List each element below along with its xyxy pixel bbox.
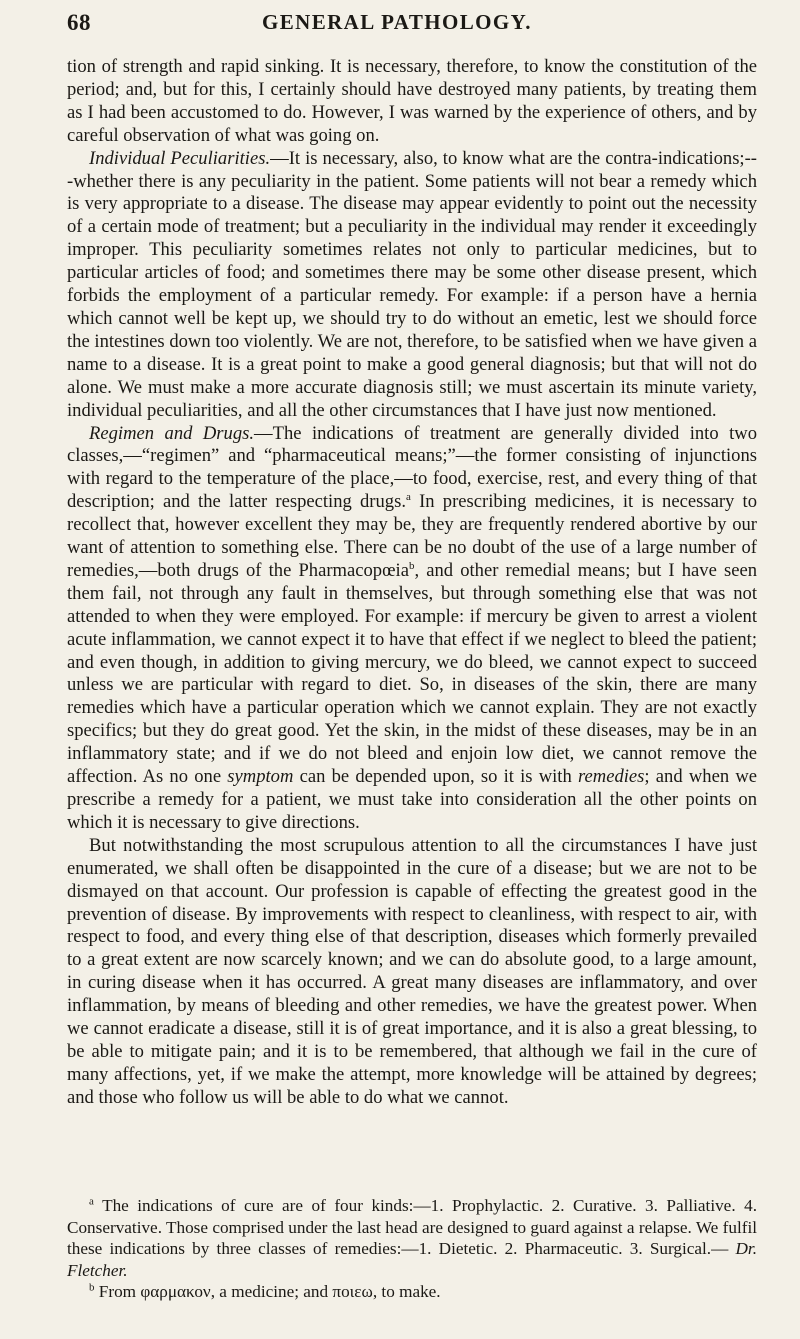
emphasis-remedies: remedies: [577, 766, 645, 788]
footnote-text: The indications of cure are of four kinds:—1. Prophylactic. 2. Curative. 3. Palliative. 4. Conservative. Those comprised under the last head are designed to guard against a relapse. We fulfil these indications by three classes of remedies:—1. Dietetic. 2. Pharmaceutic. 3. Surgical.—: [67, 1196, 757, 1259]
emphasis-symptom: symptom: [227, 766, 294, 788]
paragraph-text: —It is necessary, also, to know what are the contra-indications;---whether there is any peculiarity in the patient. Some patients will not bear a remedy which is very appropriate to a disease. The disease may appear evidently to point out the necessity of a certain mode of treatment; but a peculiarity in the individual may render it exceedingly improper. This peculiarity sometimes relates not only to particular medicines, but to particular articles of food; and sometimes there may be some other disease present, which forbids the employment of a particular remedy. For example: if a person have a hernia which cannot well be kept up, we should try to do without an emetic, lest we should force the intestines down too violently. We are not, therefore, to be satisfied when we have given a name to a disease. It is a great point to make a good general diagnosis; but that will not do alone. We must make a more accurate diagnosis still; we must ascertain its minute variety, individual peculiarities, and all the other circumstances that I have just now mentioned.: [67, 147, 757, 421]
footnote-mark-a: a: [89, 1195, 94, 1208]
footnote-ref-a[interactable]: a: [405, 491, 411, 504]
footnotes: [67, 1195, 757, 1303]
footnote-author: Dr. Fletcher.: [67, 1239, 757, 1280]
section-heading-regimen-and-drugs: Regimen and Drugs.: [89, 422, 255, 444]
paragraph-prevention: But notwithstanding the most scrupulous attention to all the circumstances I have just enumerated, we shall often be disappointed in the cure of a disease; but we are not to be dismayed on that account. Our profession is capable of effecting the greatest good in the prevention of disease. By improvements with respect to cleanliness, with respect to air, with respect to food, and every thing else of that description, diseases which formerly prevailed to a great extent are now scarcely known; and we can do absolute good, to a large amount, in curing disease when it has occurred. A great many diseases are inflammatory, and over inflammation, by means of bleeding and other remedies, we have the greatest power. When we cannot eradicate a disease, still it is of great importance, and it is also a great blessing, to be able to mitigate pain; and it is to be remembered, that although we fail in the cure of many affections, yet, if we make the attempt, more knowledge will be attained by degrees; and those who follow us will be able to do what we cannot.: [67, 834, 757, 1108]
page-header: [67, 10, 767, 42]
section-heading-individual-peculiarities: Individual Peculiarities.: [89, 147, 271, 169]
paragraph-individual-peculiarities: [67, 148, 757, 423]
running-head: GENERAL PATHOLOGY.: [262, 10, 532, 34]
paragraph-regimen-and-drugs: [67, 423, 757, 835]
footnote-a: [67, 1195, 757, 1281]
paragraph-text: , and other remedial means; but I have seen them fail, not through any fault in themselves, but through something else that was not attended to when they were employed. For example: if mercury be given to arrest a violent acute inflammation, we cannot expect it to have that effect if we neglect to bleed the patient; and even though, in addition to giving mercury, we do bleed, we cannot expect to succeed unless we are particular with regard to diet. So, in diseases of the skin, there are many remedies which have a particular operation which we cannot explain. They are not exactly specifics; but they do great good. Yet the skin, in the midst of these diseases, may be in an inflammatory state; and if we do not bleed and enjoin low diet, we cannot remove the affection. As no one: [67, 559, 757, 788]
footnote-ref-b[interactable]: b: [408, 559, 415, 572]
footnote-b: [67, 1281, 757, 1303]
footnote-text: From φαρμακον, a medicine; and ποιεω, to make.: [94, 1282, 441, 1302]
paragraph-text: can be depended upon, so it is with: [293, 766, 578, 788]
paragraph-text: —The indications of treatment are generally divided into two classes,—“regimen” and “pharmaceutical means;”—the former consisting of injunctions with regard to the temperature of the place,—to food, exercise, rest, and every thing of that description; and the latter respecting drugs.: [67, 422, 757, 513]
paragraph-constitution: tion of strength and rapid sinking. It is necessary, therefore, to know the constitution of the period; and, but for this, I certainly should have destroyed many patients, by treating them as I had been accustomed to do. However, I was warned by the experience of others, and by careful observation of what was going on.: [67, 56, 757, 146]
paragraph-text: ; and when we prescribe a remedy for a patient, we must take into consideration all the other points on which it is necessary to give directions.: [67, 766, 757, 833]
footnote-mark-b: b: [89, 1281, 95, 1294]
page-number: 68: [67, 10, 91, 35]
paragraph-text: In prescribing medicines, it is necessary to recollect that, however excellent they may be, they are frequently rendered abortive by our want of attention to something else. There can be no doubt of the use of a large number of remedies,—both drugs of the Pharmacopœia: [67, 491, 757, 581]
body-text: [67, 56, 757, 1110]
